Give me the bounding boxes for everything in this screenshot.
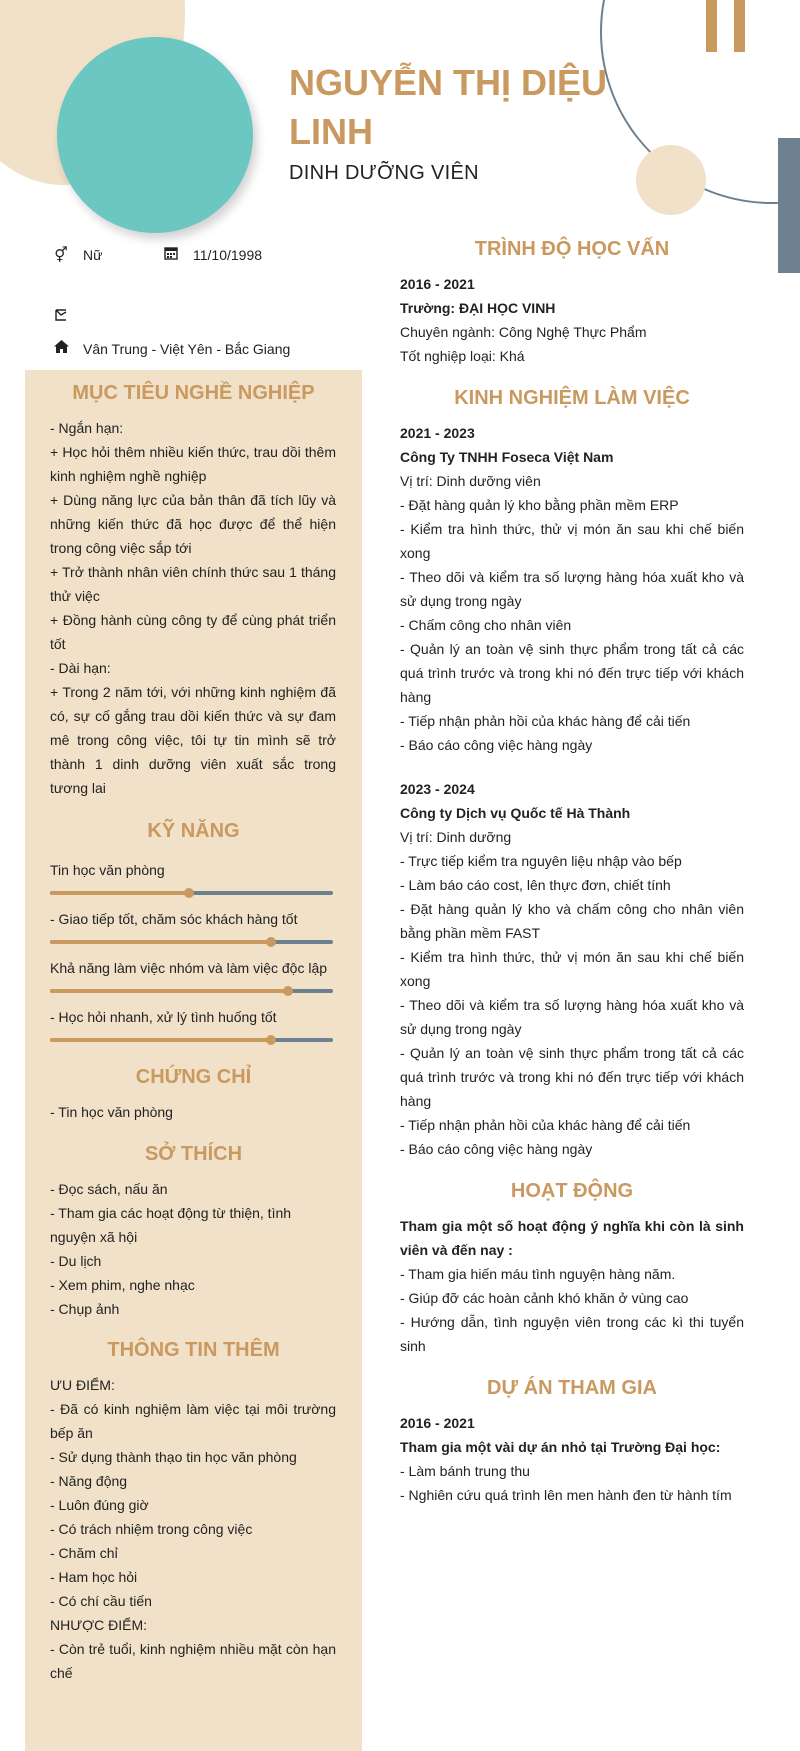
objective-line: + Học hỏi thêm nhiều kiến thức, trau dồi thêm kinh nghiệm nghề nghiệp (50, 444, 336, 484)
skill-bar-knob (283, 986, 293, 996)
objective-line: + Trở thành nhân viên chính thức sau 1 tháng thử việc (50, 564, 336, 604)
skill-bar-fill (50, 989, 288, 993)
job-title: DINH DƯỠNG VIÊN (289, 162, 479, 184)
more-info-line: - Luôn đúng giờ (50, 1497, 149, 1513)
skill-bar (50, 891, 333, 895)
project-line: - Làm bánh trung thu (400, 1463, 530, 1479)
job-line: - Quản lý an toàn vệ sinh thực phẩm trong tất cả các quá trình trước và trong khi nó đến trực tiếp với khách hàng (400, 641, 744, 705)
objective-line: + Trong 2 năm tới, với những kinh nghiệm đã có, sự cố gắng trau dồi kiến thức và sự đam mê trong công việc, tôi tự tin mình sẽ trở thành 1 dinh dưỡng viên xuất sắc trong tương lai (50, 684, 336, 796)
hobby-line: - Đọc sách, nấu ăn (50, 1181, 168, 1197)
contact-birthday (162, 246, 262, 264)
more-info-line: - Năng động (50, 1473, 128, 1489)
more-info-text (50, 1373, 336, 1685)
skill-bar-knob (266, 937, 276, 947)
education-line: Tốt nghiệp loại: Khá (400, 348, 525, 364)
skill-label: - Học hỏi nhanh, xử lý tình huống tốt (50, 1009, 277, 1025)
job-line: Vị trí: Dinh dưỡng (400, 829, 512, 845)
skill-bar (50, 940, 333, 944)
education-school: Trường: ĐẠI HỌC VINH (400, 300, 556, 316)
projects-intro: Tham gia một vài dự án nhỏ tại Trường Đại học: (400, 1439, 721, 1455)
objective-line: - Ngắn hạn: (50, 420, 124, 436)
skill-label: Tin học văn phòng (50, 862, 165, 878)
activities-intro: Tham gia một số hoạt động ý nghĩa khi còn là sinh viên và đến nay : (400, 1218, 744, 1258)
more-info-line: - Chăm chỉ (50, 1545, 118, 1561)
hobby-line: - Du lịch (50, 1253, 102, 1269)
avatar (57, 37, 253, 233)
job-line: - Làm báo cáo cost, lên thực đơn, chiết tính (400, 877, 671, 893)
birthday-value: 11/10/1998 (193, 247, 263, 263)
more-info-line: - Còn trẻ tuổi, kinh nghiệm nhiều mặt còn hạn chế (50, 1641, 336, 1681)
job-line: - Đặt hàng quản lý kho và chấm công cho nhân viên bằng phần mềm FAST (400, 901, 744, 941)
section-title-activities: HOẠT ĐỘNG (510, 1180, 634, 1202)
job-line: - Kiểm tra hình thức, thử vị món ăn sau khi chế biến xong (400, 521, 744, 561)
skill-label: - Giao tiếp tốt, chăm sóc khách hàng tốt (50, 911, 298, 927)
education-period: 2016 - 2021 (400, 276, 475, 292)
project-period: 2016 - 2021 (400, 1415, 475, 1431)
job-line: - Trực tiếp kiểm tra nguyên liệu nhập vào bếp (400, 853, 682, 869)
certificate-line: - Tin học văn phòng (50, 1104, 173, 1120)
hobby-line: - Chụp ảnh (50, 1301, 120, 1317)
activities-text (400, 1214, 744, 1358)
section-title-certificates: CHỨNG CHỈ (135, 1066, 252, 1088)
job-line: - Quản lý an toàn vệ sinh thực phẩm trong tất cả các quá trình trước và trong khi nó đến trực tiếp với khách hàng (400, 1045, 744, 1109)
job-line: - Kiểm tra hình thức, thử vị món ăn sau khi chế biến xong (400, 949, 744, 989)
job-line: - Theo dõi và kiểm tra số lượng hàng hóa xuất kho và sử dụng trong ngày (400, 569, 744, 609)
section-title-skills: KỸ NĂNG (147, 820, 240, 842)
job-line: - Đặt hàng quản lý kho bằng phần mềm ERP (400, 497, 679, 513)
contact-gender (52, 246, 102, 264)
hobby-line: - Tham gia các hoạt động từ thiện, tình nguyện xã hội (50, 1205, 292, 1245)
job-line: - Báo cáo công việc hàng ngày (400, 737, 593, 753)
gender-icon: ⚥ (54, 247, 68, 264)
more-info-line: - Có chí cầu tiến (50, 1593, 152, 1609)
decor-dot (636, 145, 706, 215)
activity-line: - Tham gia hiến máu tình nguyện hàng năm. (400, 1266, 676, 1282)
more-info-line: NHƯỢC ĐIỂM: (50, 1617, 148, 1633)
section-title-more-info: THÔNG TIN THÊM (107, 1339, 280, 1361)
contact-email[interactable] (52, 308, 83, 325)
job-period: 2023 - 2024 (400, 781, 475, 797)
more-info-line: - Có trách nhiệm trong công việc (50, 1521, 253, 1537)
skill-bar-knob (184, 888, 194, 898)
person-name: NGUYỄN THỊ DIỆU LINH (289, 62, 608, 152)
section-title-education: TRÌNH ĐỘ HỌC VẤN (474, 238, 670, 260)
objective-line: + Dùng năng lực của bản thân đã tích lũy và những kiến thức đã học được để thể hiện trong công việc sắp tới (50, 492, 336, 556)
skill-bar-fill (50, 940, 271, 944)
section-title-projects: DỰ ÁN THAM GIA (487, 1377, 657, 1399)
more-info-line: - Ham học hỏi (50, 1569, 138, 1585)
address-value: Vân Trung - Việt Yên - Bắc Giang (83, 340, 291, 357)
more-info-line: ƯU ĐIỂM: (50, 1377, 115, 1393)
decor-bar (734, 0, 745, 52)
education-text (400, 272, 744, 368)
decor-bar (706, 0, 717, 52)
objective-text (50, 416, 336, 800)
job-line: - Chấm công cho nhân viên (400, 617, 572, 633)
project-line: - Nghiên cứu quá trình lên men hành đen từ hành tím (400, 1487, 732, 1503)
section-title-objective: MỤC TIÊU NGHỀ NGHIỆP (72, 382, 315, 404)
skill-bar (50, 989, 333, 993)
job-period: 2021 - 2023 (400, 425, 475, 441)
job-line: Vị trí: Dinh dưỡng viên (400, 473, 541, 489)
contact-address (52, 340, 290, 357)
calendar-icon (162, 246, 180, 264)
projects-text (400, 1411, 744, 1507)
objective-line: + Đồng hành cùng công ty để cùng phát triển tốt (50, 612, 336, 652)
skill-bar-knob (266, 1035, 276, 1045)
certificates-text (50, 1100, 336, 1124)
job-company: Công ty Dịch vụ Quốc tế Hà Thành (400, 805, 631, 821)
experience-job-2 (400, 777, 744, 1161)
objective-line: - Dài hạn: (50, 660, 111, 676)
job-line: - Theo dõi và kiểm tra số lượng hàng hóa xuất kho và sử dụng trong ngày (400, 997, 744, 1037)
home-icon (52, 340, 70, 357)
more-info-line: - Đã có kinh nghiệm làm việc tại môi trường bếp ăn (50, 1401, 336, 1441)
skill-bar-fill (50, 1038, 271, 1042)
job-company: Công Ty TNHH Foseca Việt Nam (400, 449, 614, 465)
hobby-line: - Xem phim, nghe nhạc (50, 1277, 195, 1293)
activity-line: - Giúp đỡ các hoàn cảnh khó khăn ở vùng cao (400, 1290, 689, 1306)
skill-bar-fill (50, 891, 189, 895)
education-line: Chuyên ngành: Công Nghệ Thực Phẩm (400, 324, 647, 340)
skill-label: Khả năng làm việc nhóm và làm việc độc lập (50, 960, 328, 976)
job-line: - Báo cáo công việc hàng ngày (400, 1141, 593, 1157)
email-icon (52, 308, 70, 325)
section-title-experience: KINH NGHIỆM LÀM VIỆC (454, 387, 690, 409)
more-info-line: - Sử dụng thành thạo tin học văn phòng (50, 1449, 297, 1465)
section-title-hobbies: SỞ THÍCH (144, 1143, 243, 1165)
job-line: - Tiếp nhận phản hồi của khác hàng để cải tiến (400, 1117, 691, 1133)
skill-bar (50, 1038, 333, 1042)
activity-line: - Hướng dẫn, tình nguyện viên trong các kì thi tuyển sinh (400, 1314, 744, 1354)
gender-value: Nữ (83, 247, 103, 263)
experience-job-1 (400, 421, 744, 757)
job-line: - Tiếp nhận phản hồi của khác hàng để cải tiến (400, 713, 691, 729)
decor-side-bar (778, 138, 800, 273)
hobbies-text (50, 1177, 336, 1321)
